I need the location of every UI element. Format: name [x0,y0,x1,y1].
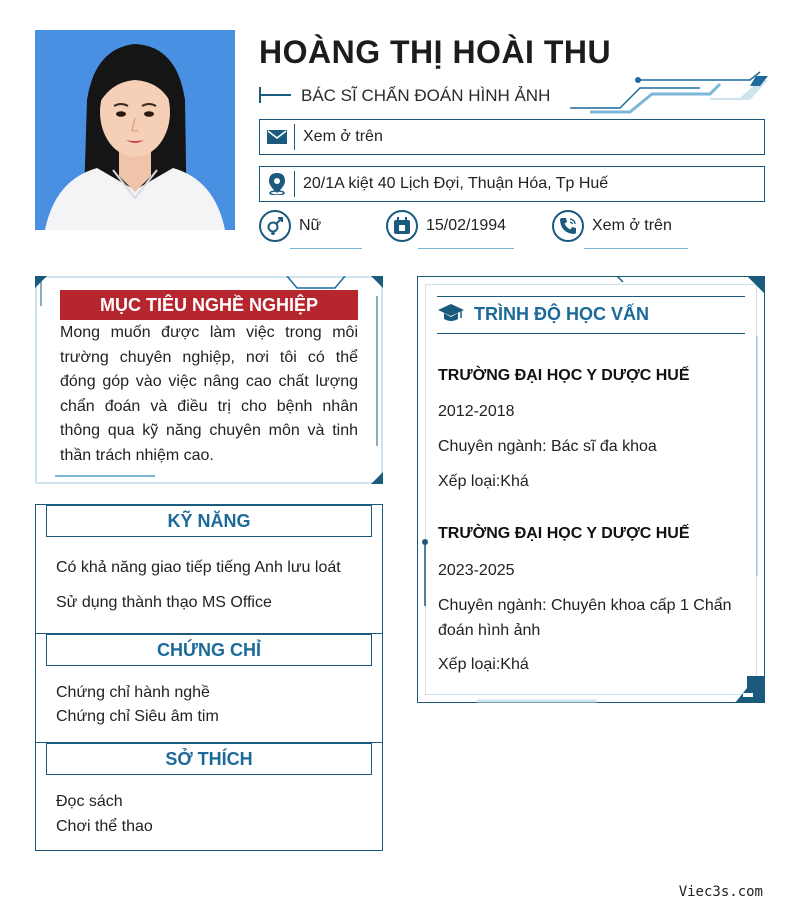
education-grade: Xếp loại:Khá [438,473,529,490]
header-decoration [560,70,770,114]
objective-text: Mong muốn được làm việc trong môi trường chuyên nghiệp, nơi tôi có thể đóng góp vào việc nâng cao chất lượng chẩn đoán và điều trị cho bệnh nhân thông qua kỹ năng chuyên môn và tinh thần trách nhiệm cao. [60,324,358,464]
skills-title: KỸ NĂNG [46,505,372,537]
phone-underline [584,248,688,249]
education-major: Chuyên ngành: Chuyên khoa cấp 1 Chẩn [438,597,732,614]
envelope-icon [260,125,294,149]
certificates-title: CHỨNG CHỈ [46,634,372,666]
certificate-item: Chứng chỉ hành nghề [56,684,210,701]
education-years: 2012-2018 [438,403,515,420]
hobbies-title: SỞ THÍCH [46,743,372,775]
hobby-item: Đọc sách [56,793,123,810]
location-pin-icon [260,172,294,196]
job-title: BÁC SĨ CHẨN ĐOÁN HÌNH ẢNH [301,86,551,105]
skill-item: Có khả năng giao tiếp tiếng Anh lưu loát [56,559,341,576]
education-school: TRƯỜNG ĐẠI HỌC Y DƯỢC HUẾ [438,525,690,542]
watermark-text: Viec3s.com [678,884,763,900]
education-title-rule-bottom [437,333,745,334]
email-value: Xem ở trên [303,128,383,145]
email-row [259,119,765,155]
phone-value: Xem ở trên [592,217,672,234]
phone-item [552,210,672,242]
address-separator [294,171,295,197]
calendar-icon [386,210,418,242]
birthday-underline [418,248,514,249]
education-major-continued: đoán hình ảnh [438,622,541,639]
education-title: TRÌNH ĐỘ HỌC VẤN [474,304,649,324]
gender-underline [290,248,362,249]
address-value: 20/1A kiệt 40 Lịch Đợi, Thuận Hóa, Tp Huế [303,175,609,192]
education-title-rule-top [437,296,745,297]
birthday-item [386,210,506,242]
candidate-name: HOÀNG THỊ HOÀI THU [259,34,612,70]
certificate-item: Chứng chỉ Siêu âm tim [56,708,219,725]
email-separator [294,124,295,150]
education-grade: Xếp loại:Khá [438,656,529,673]
birthday-value: 15/02/1994 [426,217,507,234]
graduation-cap-icon [438,304,464,329]
gender-item [259,210,321,242]
objective-title: MỤC TIÊU NGHỀ NGHIỆP [60,290,358,320]
phone-icon [552,210,584,242]
address-row [259,166,765,202]
job-title-marker-line [259,94,291,96]
skill-item: Sử dụng thành thạo MS Office [56,594,272,611]
hobby-item: Chơi thể thao [56,818,153,835]
profile-photo [35,30,235,230]
gender-value: Nữ [299,217,322,234]
education-major: Chuyên ngành: Bác sĩ đa khoa [438,438,657,455]
gender-icon [259,210,291,242]
education-years: 2023-2025 [438,562,515,579]
education-school: TRƯỜNG ĐẠI HỌC Y DƯỢC HUẾ [438,367,690,384]
